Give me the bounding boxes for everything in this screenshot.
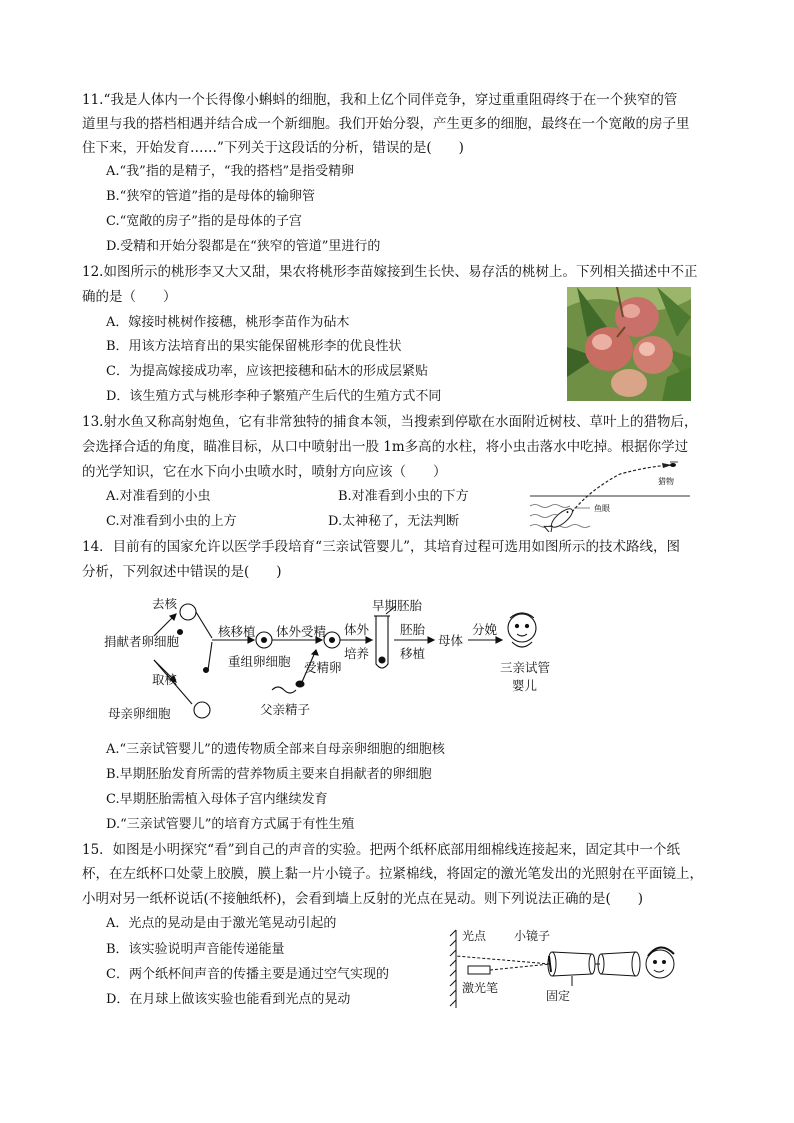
q11-option-c[interactable]: C.“宽敞的房子”指的是母体的子宫 bbox=[106, 214, 302, 229]
label-birth: 分娩 bbox=[472, 622, 498, 637]
label-culture-1: 体外 bbox=[344, 622, 370, 637]
label-mirror: 小镜子 bbox=[514, 929, 551, 943]
label-mother: 母体 bbox=[438, 633, 464, 648]
q12-option-d[interactable]: D．该生殖方式与桃形李种子繁殖产生后代的生殖方式不同 bbox=[106, 389, 442, 404]
label-fertilized-egg: 受精卵 bbox=[304, 660, 342, 675]
q15-option-d[interactable]: D．在月球上做该实验也能看到光点的晃动 bbox=[106, 992, 351, 1007]
label-ivf: 体外受精 bbox=[276, 624, 327, 639]
fish-eye-label: 鱼眼 bbox=[594, 504, 610, 513]
ivf-flowchart bbox=[104, 598, 584, 720]
q14-option-b[interactable]: B.早期胚胎发育所需的营养物质主要来自捐献者的卵细胞 bbox=[106, 767, 432, 782]
q12-stem-line-2: 确的是（ ） bbox=[82, 289, 177, 305]
q11-option-a[interactable]: A.“我”指的是精子，“我的搭档”是指受精卵 bbox=[106, 164, 355, 179]
q11-stem-line-3: 住下来，开始发育……”下列关于这段话的分析，错误的是( ) bbox=[82, 140, 464, 156]
q15-stem-line-1: 15．如图是小明探究“看”到自己的声音的实验。把两个纸杯底部用细棉线连接起来，固定其中一个纸 bbox=[82, 842, 680, 858]
q11-stem-line-1: 11.“我是人体内一个长得像小蝌蚪的细胞，我和上亿个同伴竞争，穿过重重阻碍终于在一个狭窄的管 bbox=[82, 92, 678, 108]
prey-label: 猎物 bbox=[658, 477, 674, 486]
q12-option-b[interactable]: B．用该方法培育出的果实能保留桃形李的优良性状 bbox=[106, 339, 402, 354]
q12-option-a[interactable]: A．嫁接时桃树作接穗，桃形李苗作为砧木 bbox=[106, 315, 350, 330]
q14-option-d[interactable]: D.“三亲试管婴儿”的培育方式属于有性生殖 bbox=[106, 817, 355, 832]
q13-option-d[interactable]: D.太神秘了，无法判断 bbox=[328, 514, 460, 529]
q13-option-c[interactable]: C.对准看到小虫的上方 bbox=[106, 514, 237, 529]
q15-option-b[interactable]: B．该实验说明声音能传递能量 bbox=[106, 942, 285, 957]
q14-option-c[interactable]: C.早期胚胎需植入母体子宫内继续发育 bbox=[106, 792, 328, 807]
label-transfer-1: 胚胎 bbox=[400, 622, 426, 637]
label-baby-1: 三亲试管 bbox=[500, 660, 551, 675]
q13-stem-line-3: 的光学知识，它在水下向小虫喷水时，喷射方向应该（ ） bbox=[82, 464, 447, 480]
q12-option-c[interactable]: C．为提高嫁接成功率，应该把接穗和砧木的形成层紧贴 bbox=[106, 364, 428, 379]
q13-option-a[interactable]: A.对准看到的小虫 bbox=[106, 489, 211, 504]
label-take-nucleus: 取核 bbox=[152, 672, 178, 687]
q15-stem-line-3: 小明对另一纸杯说话(不接触纸杯)，会看到墙上反射的光点在晃动。则下列说法正确的是( ) bbox=[82, 891, 644, 907]
label-light-spot: 光点 bbox=[462, 929, 487, 943]
q14-option-a[interactable]: A.“三亲试管婴儿”的遗传物质全部来自母亲卵细胞的细胞核 bbox=[106, 742, 445, 757]
label-baby-2: 婴儿 bbox=[512, 678, 538, 693]
q11-option-b[interactable]: B.“狭窄的管道”指的是母体的输卵管 bbox=[106, 189, 315, 204]
label-nuclear-transfer: 核移植 bbox=[218, 624, 256, 639]
q15-option-c[interactable]: C．两个纸杯间声音的传播主要是通过空气实现的 bbox=[106, 967, 389, 982]
label-fixed: 固定 bbox=[546, 989, 571, 1003]
label-donor-egg: 捐献者卵细胞 bbox=[104, 634, 180, 649]
q11-option-d[interactable]: D.受精和开始分裂都是在“狭窄的管道”里进行的 bbox=[106, 239, 381, 254]
q11-stem-line-2: 道里与我的搭档相遇并结合成一个新细胞。我们开始分裂，产生更多的细胞，最终在一个宽敞的房子里 bbox=[82, 116, 690, 132]
laser-cup-diagram bbox=[446, 926, 680, 1016]
q12-stem-line-1: 12.如图所示的桃形李又大又甜，果农将桃形李苗嫁接到生长快、易存活的桃树上。下列相关描述中不正 bbox=[82, 264, 698, 280]
label-culture-2: 培养 bbox=[344, 646, 370, 661]
q15-stem-line-2: 杯，在左纸杯口处蒙上胶膜，膜上黏一片小镜子。拉紧棉线，将固定的激光笔发出的光照射在平面镜上， bbox=[82, 866, 703, 882]
label-transfer-2: 移植 bbox=[400, 646, 426, 661]
label-mother-egg: 母亲卵细胞 bbox=[108, 706, 171, 720]
q13-stem-line-2: 会选择合适的角度，瞄准目标，从口中喷射出一股 1m多高的水柱，将小虫击落水中吃掉。根据你学过 bbox=[82, 439, 689, 455]
archerfish-diagram bbox=[530, 458, 690, 532]
q14-stem-line-2: 分析，下列叙述中错误的是( ) bbox=[82, 564, 282, 580]
plum-photo bbox=[567, 287, 691, 401]
label-early-embryo: 早期胚胎 bbox=[372, 598, 423, 613]
q15-option-a[interactable]: A．光点的晃动是由于激光笔晃动引起的 bbox=[106, 916, 337, 931]
q14-stem-line-1: 14．目前有的国家允许以医学手段培育“三亲试管婴儿”，其培育过程可选用如图所示的技术路线，图 bbox=[82, 539, 680, 555]
q13-stem-line-1: 13.射水鱼又称高射炮鱼，它有非常独特的捕食本领，当搜索到停歇在水面附近树枝、草叶上的猎物后， bbox=[82, 414, 698, 430]
q13-option-b[interactable]: B.对准看到小虫的下方 bbox=[338, 489, 469, 504]
label-father-sperm: 父亲精子 bbox=[260, 702, 311, 717]
label-reconstructed-egg: 重组卵细胞 bbox=[228, 654, 291, 669]
label-laser-pen: 激光笔 bbox=[462, 981, 499, 995]
label-remove-nucleus: 去核 bbox=[152, 598, 178, 611]
